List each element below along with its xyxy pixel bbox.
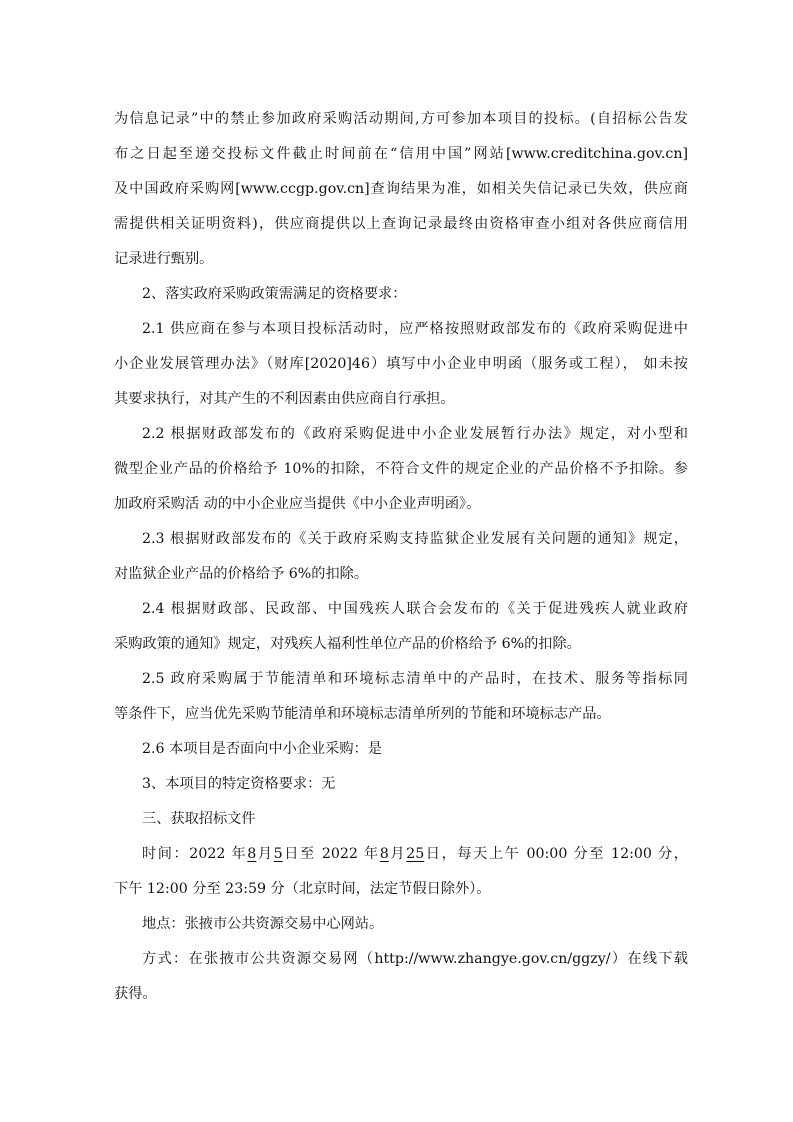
start-month: 8 [247, 846, 257, 862]
text-line: 布之日起至递交投标文件截止时间前在“信用中国”网站[www.creditchina.gov.cn] [114, 146, 688, 162]
month-label: 月 [388, 846, 407, 862]
text-line: 微型企业产品的价格给予 10%的扣除，不符合文件的规定企业的产品价格不予扣除。参 [114, 461, 688, 477]
end-day: 25 [406, 846, 425, 862]
location-line: 地点：张掖市公共资源交易中心网站。 [142, 916, 384, 932]
text-line: 及中国政府采购网[www.ccgp.gov.cn]查询结果为准，如相关失信记录已失效，供应商 [114, 181, 688, 197]
month-label: 月 [256, 846, 274, 862]
time-middle: 日至 2022 年 [282, 846, 380, 862]
time-suffix: 日，每天上午 00:00 分至 12:00 分， [424, 846, 688, 862]
section-heading: 三、获取招标文件 [142, 811, 256, 827]
end-month: 8 [379, 846, 389, 862]
time-line [142, 844, 688, 864]
text-line: 2.1 供应商在参与本项目投标活动时，应严格按照财政部发布的《政府采购促进中 [142, 321, 688, 337]
time-prefix: 时间：2022 年 [142, 846, 248, 862]
text-line: 加政府采购活 动的中小企业应当提供《中小企业声明函》。 [114, 496, 481, 512]
text-line: 采购政策的通知》规定，对残疾人福利性单位产品的价格给予 6%的扣除。 [114, 636, 581, 652]
text-line: 需提供相关证明资料)，供应商提供以上查询记录最终由资格审查小组对各供应商信用 [114, 216, 688, 232]
text-line: 其要求执行，对其产生的不利因素由供应商自行承担。 [114, 391, 455, 407]
text-line: 记录进行甄别。 [114, 251, 214, 267]
text-line: 下午 12:00 分至 23:59 分（北京时间，法定节假日除外）。 [114, 881, 491, 897]
text-line: 2.3 根据财政部发布的《关于政府采购支持监狱企业发展有关问题的通知》规定， [142, 531, 688, 547]
text-line: 对监狱企业产品的价格给予 6%的扣除。 [114, 566, 369, 582]
section-heading: 3、本项目的特定资格要求：无 [142, 776, 336, 792]
text-line: 2.2 根据财政部发布的《政府采购促进中小企业发展暂行办法》规定，对小型和 [142, 426, 688, 442]
section-heading: 2、落实政府采购政策需满足的资格要求： [142, 286, 407, 302]
text-line: 2.5 政府采购属于节能清单和环境标志清单中的产品时，在技术、服务等指标同 [142, 671, 688, 687]
text-line: 2.6 本项目是否面向中小企业采购：是 [142, 741, 382, 757]
text-line: 2.4 根据财政部、民政部、中国残疾人联合会发布的《关于促进残疾人就业政府 [142, 601, 688, 617]
text-line: 为信息记录”中的禁止参加政府采购活动期间,方可参加本项目的投标。(自招标公告发 [114, 111, 688, 127]
method-line: 方式：在张掖市公共资源交易网（http://www.zhangye.gov.cn/ggzy/）在线下载 [142, 951, 688, 967]
start-day: 5 [273, 846, 283, 862]
text-line: 获得。 [114, 986, 157, 1002]
text-line: 等条件下，应当优先采购节能清单和环境标志清单所列的节能和环境标志产品。 [114, 706, 611, 722]
text-line: 小企业发展管理办法》（财库[2020]46）填写中小企业申明函（服务或工程）， 如未按 [114, 356, 688, 372]
